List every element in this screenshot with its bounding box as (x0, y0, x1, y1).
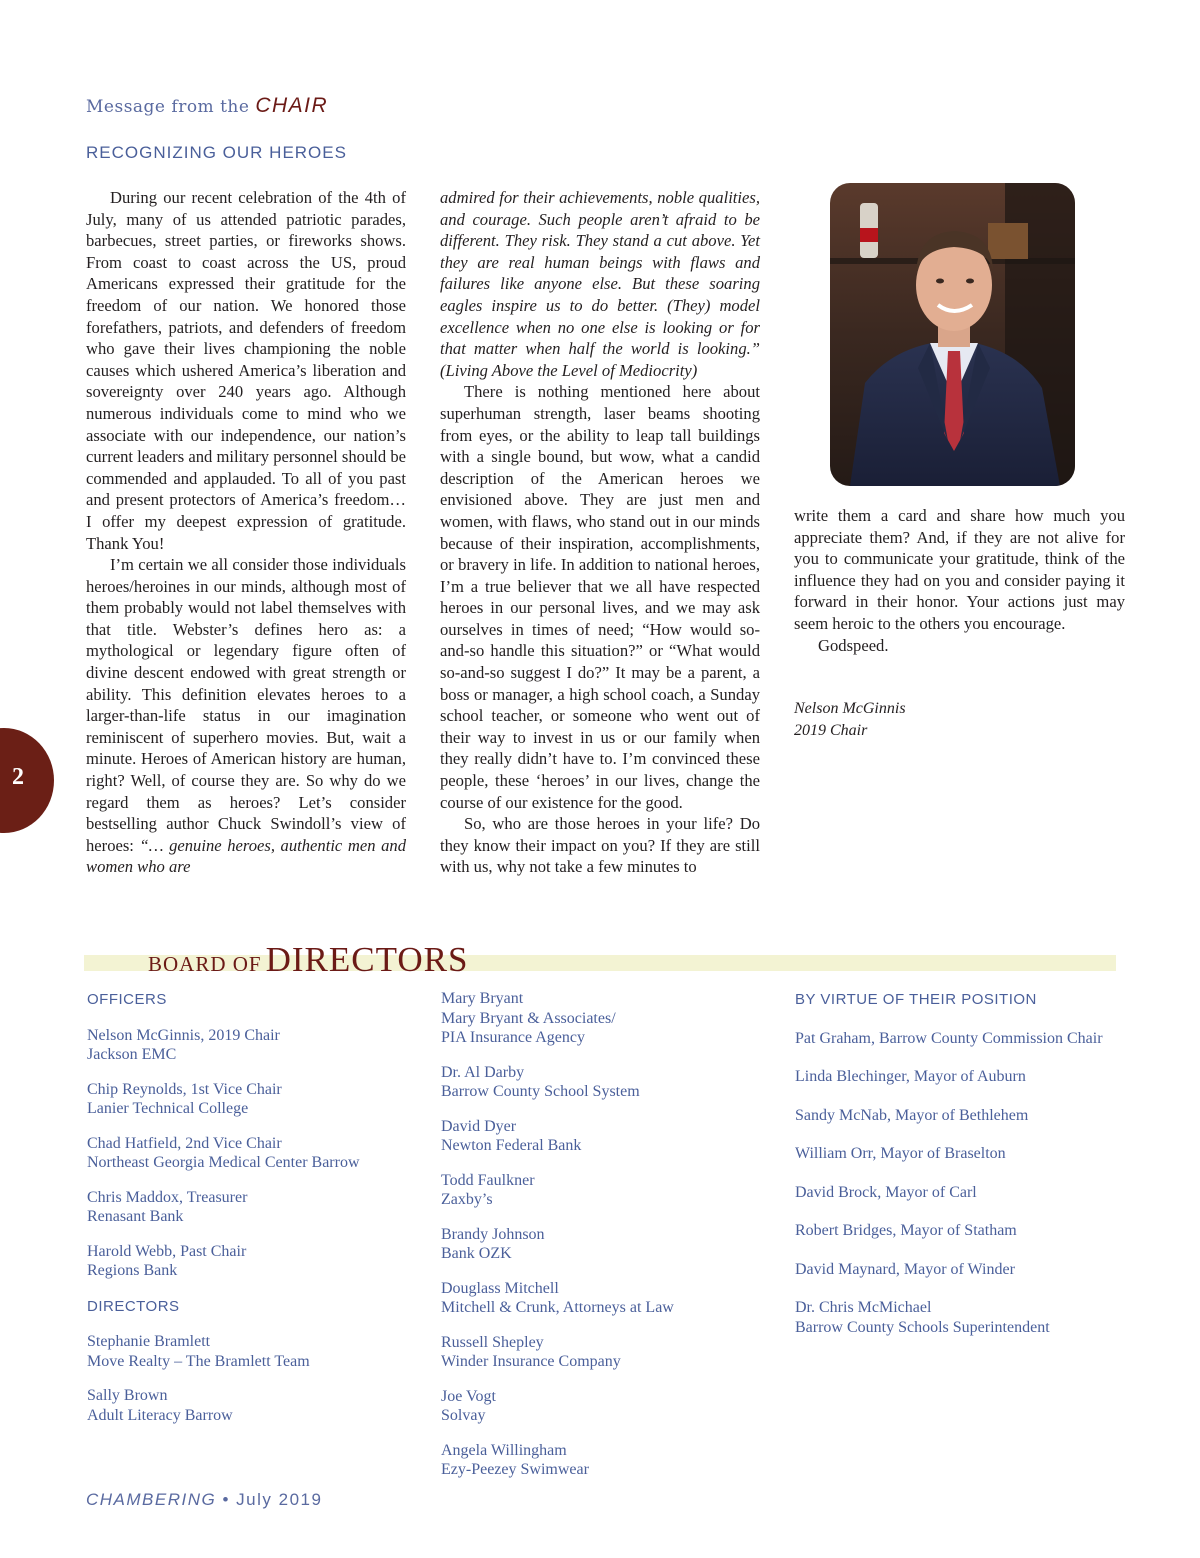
section-kicker (86, 94, 328, 118)
member-name: Russell Shepley (441, 1333, 544, 1351)
member-name: Chip Reynolds, 1st Vice Chair (87, 1080, 282, 1098)
signature-name: Nelson McGinnis (794, 700, 906, 717)
paragraph-text: I’m certain we all consider those individuals heroes/heroines in our minds, although most of them probably would not label themselves with that title. Webster’s defines hero as: a mythological or legendary figure often of divine descent endowed with great strength or ability. This definition elevates heroes to a larger-than-life status in our imagination reminiscent of superhero movies. But, wait a minute. Heroes of American history are human, right? Well, of course they are. So why do we regard them as heroes? Let’s consider bestselling author Chuck Swindoll’s view of heroes: (86, 555, 406, 855)
list-item (87, 1026, 360, 1065)
member-name: Todd Faulkner (441, 1171, 535, 1189)
board-column-3 (795, 990, 1103, 1337)
list-item: Linda Blechinger, Mayor of Auburn (795, 1068, 1026, 1085)
officers-label: OFFICERS (87, 991, 167, 1008)
member-org: Jackson EMC (87, 1046, 177, 1063)
closing-line: Godspeed. (818, 635, 889, 655)
list-item (441, 1225, 674, 1264)
chair-portrait-photo (830, 183, 1075, 486)
member-org: Move Realty – The Bramlett Team (87, 1352, 310, 1370)
member-org: Mary Bryant & Associates/ (441, 1009, 616, 1027)
quote-paragraph: admired for their achievements, noble qualities, and courage. Such people aren’t afraid to be different. They risk. They stand a cut above. Yet they are real human beings with flaws and failures like anyone else. But these soaring eagles inspire us to do better. (They) model excellence when no one else is looking or for that matter when half the world is looking.” (Living Above the Level of Mediocrity) (440, 188, 760, 380)
board-heading-small: BOARD OF (148, 952, 262, 976)
page-tab (0, 728, 54, 833)
directors-label: DIRECTORS (87, 1297, 180, 1315)
article-column-3 (794, 505, 1125, 656)
quote-text: “… genuine heroes, authentic men and women who are (86, 835, 406, 877)
page-number: 2 (12, 764, 24, 790)
list-item (87, 1188, 360, 1227)
article-paragraph: There is nothing mentioned here about superhuman strength, laser beams shooting from eyes, or the ability to leap tall buildings with a single bound, but wow, what a candid description of the American heroes we envisioned above. They are just men and women, with flaws, who stand out in our minds because of their inspiration, accomplishments, or bravery in life. In addition to national heroes, I’m a true believer that we all have respected heroes in our personal lives, and we may ask ourselves in times of need; “How would so-and-so handle this situation?” or “What would so-and-so suggest I do?” It may be a parent, a boss or manager, a high school coach, a Sunday school teacher, or someone who went out of their way to invest in us or our family when they really didn’t have to. I’m convinced these people, these ‘heroes’ in our lives, change the course of our existence for the good. (440, 382, 760, 812)
member-name: Joe Vogt (441, 1387, 496, 1405)
member-org: Mitchell & Crunk, Attorneys at Law (441, 1299, 674, 1316)
list-item (441, 1171, 674, 1210)
chair-word: CHAIR (255, 94, 329, 117)
list-item (87, 1242, 360, 1281)
article-paragraph: During our recent celebration of the 4th of July, many of us attended patriotic parades, barbecues, street parties, or fireworks shows. From coast to coast across the US, proud Americans expressed their gratitude for the freedom of our nation. We honored those forefathers, patriots, and defenders of freedom who gave their lives championing the noble causes which ushered America’s liberation and sovereignty over 240 years ago. Although numerous individuals come to mind who we associate with our independence, our nation’s current leaders and military personnel should be commended and applauded. To all of you past and present protectors of America’s freedom… I offer my deepest expression of gratitude. Thank You! (86, 188, 406, 553)
list-item (87, 1134, 360, 1173)
list-item (441, 1387, 674, 1426)
board-heading (148, 940, 468, 980)
article-heading: RECOGNIZING OUR HEROES (86, 143, 347, 162)
member-org: Solvay (441, 1407, 486, 1424)
list-item (441, 1279, 674, 1318)
member-name: Chris Maddox, Treasurer (87, 1188, 248, 1206)
member-name: Harold Webb, Past Chair (87, 1242, 247, 1260)
member-org: Renasant Bank (87, 1208, 184, 1225)
member-org: Zaxby’s (441, 1191, 493, 1208)
list-item (441, 1117, 674, 1156)
page-footer (86, 1490, 322, 1510)
member-org: Northeast Georgia Medical Center Barrow (87, 1154, 360, 1171)
member-name: Sally Brown (87, 1387, 168, 1404)
member-name: David Dyer (441, 1117, 517, 1135)
virtue-label: BY VIRTUE OF THEIR POSITION (795, 991, 1037, 1008)
list-item: Pat Graham, Barrow County Commission Chair (795, 1029, 1103, 1047)
list-item: David Brock, Mayor of Carl (795, 1183, 977, 1201)
list-item (441, 1441, 674, 1480)
member-org: Barrow County School System (441, 1083, 640, 1100)
article-paragraph: So, who are those heroes in your life? Do they know their impact on you? If they are still with us, why not take a few minutes to (440, 814, 760, 877)
member-name: Chad Hatfield, 2nd Vice Chair (87, 1134, 282, 1152)
board-heading-big: DIRECTORS (265, 940, 469, 979)
board-column-2 (441, 989, 674, 1480)
member-name: Stephanie Bramlett (87, 1333, 211, 1350)
list-item: William Orr, Mayor of Braselton (795, 1145, 1006, 1162)
list-item: Robert Bridges, Mayor of Statham (795, 1222, 1017, 1239)
member-name: Nelson McGinnis, 2019 Chair (87, 1026, 280, 1044)
member-name: Angela Willingham (441, 1441, 567, 1459)
list-item (441, 989, 674, 1048)
article-column-1 (86, 187, 406, 878)
list-item (87, 1386, 360, 1425)
member-name: Dr. Al Darby (441, 1063, 525, 1081)
signature-block (794, 698, 906, 742)
member-name: Brandy Johnson (441, 1225, 545, 1243)
member-org: Barrow County Schools Superintendent (795, 1318, 1050, 1336)
member-org: Newton Federal Bank (441, 1137, 582, 1154)
magazine-name: CHAMBERING (86, 1490, 217, 1509)
list-item: Sandy McNab, Mayor of Bethlehem (795, 1106, 1029, 1124)
member-name: Mary Bryant (441, 990, 524, 1007)
list-item (441, 1333, 674, 1372)
member-org: Regions Bank (87, 1262, 178, 1279)
message-from-text: Message from the (86, 97, 250, 117)
board-column-1 (87, 990, 360, 1425)
member-org: Lanier Technical College (87, 1100, 249, 1117)
list-item (441, 1063, 674, 1102)
footer-bullet: • (222, 1490, 230, 1509)
issue-date: July 2019 (236, 1490, 323, 1509)
article-paragraph: write them a card and share how much you appreciate them? And, if they are not alive for you to communicate your gratitude, think of the influence they had on you and consider paying it forward in their honor. Your actions just may seem heroic to the others you encourage. (794, 506, 1125, 633)
article-column-2 (440, 187, 760, 878)
list-item: David Maynard, Mayor of Winder (795, 1260, 1015, 1278)
member-org: Adult Literacy Barrow (87, 1406, 233, 1424)
member-org: Ezy-Peezey Swimwear (441, 1461, 589, 1478)
list-item (87, 1332, 360, 1371)
list-item (87, 1080, 360, 1119)
article-paragraph (86, 554, 406, 878)
list-item (795, 1298, 1103, 1337)
signature-title: 2019 Chair (794, 722, 868, 739)
member-org: Winder Insurance Company (441, 1353, 621, 1370)
member-name: Douglass Mitchell (441, 1279, 559, 1297)
member-org: Bank OZK (441, 1245, 512, 1262)
member-name: Dr. Chris McMichael (795, 1299, 932, 1316)
member-org: PIA Insurance Agency (441, 1029, 585, 1046)
